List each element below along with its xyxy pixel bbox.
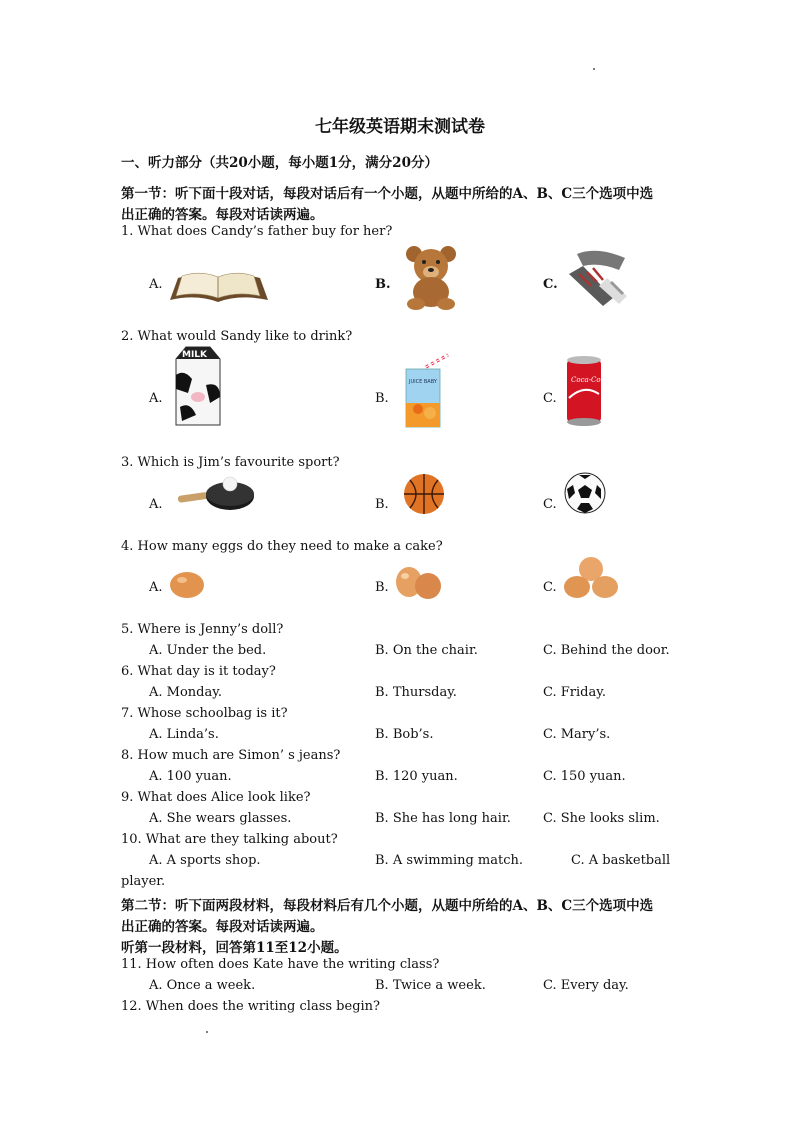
part1-instructions-line1: 第一节：听下面十段对话，每段对话后有一个小题，从题中所给的A、B、C三个选项中选 xyxy=(121,186,654,202)
q1-option-a-label: A. xyxy=(149,277,163,292)
q1-option-b-label: B. xyxy=(375,277,391,292)
question-4: 4. How many eggs do they need to make a cake? xyxy=(121,539,443,554)
q3-option-b-label: B. xyxy=(375,497,389,512)
part2-instructions-line2: 出正确的答案。每段对话读两遍。 xyxy=(121,919,324,935)
q5-option-b: B. On the chair. xyxy=(375,643,478,658)
q10-option-a: A. A sports shop. xyxy=(149,853,261,868)
book-icon xyxy=(168,266,270,304)
question-3: 3. Which is Jim’s favourite sport? xyxy=(121,455,340,470)
q4-option-a-label: A. xyxy=(149,580,163,595)
section-heading-listening: 一、听力部分（共20小题，每小题1分，满分20分） xyxy=(121,155,438,171)
question-5: 5. Where is Jenny’s doll? xyxy=(121,622,284,637)
q4-option-b-label: B. xyxy=(375,580,389,595)
q5-option-a: A. Under the bed. xyxy=(149,643,267,658)
three-eggs-icon xyxy=(563,555,619,599)
q2-option-c-label: C. xyxy=(543,391,557,406)
soccer-ball-icon xyxy=(563,471,607,515)
question-7: 7. Whose schoolbag is it? xyxy=(121,706,288,721)
q7-option-c: C. Mary’s. xyxy=(543,727,611,742)
scarf-icon xyxy=(563,248,631,310)
q4-option-c-label: C. xyxy=(543,580,557,595)
q11-option-a: A. Once a week. xyxy=(149,978,256,993)
q6-option-c: C. Friday. xyxy=(543,685,606,700)
q8-option-a: A. 100 yuan. xyxy=(149,769,232,784)
q6-option-b: B. Thursday. xyxy=(375,685,457,700)
q9-option-a: A. She wears glasses. xyxy=(149,811,292,826)
cola-can-icon xyxy=(565,354,608,428)
juice-box-icon xyxy=(402,353,464,429)
question-6: 6. What day is it today? xyxy=(121,664,276,679)
milk-carton-text: MILK xyxy=(182,350,208,360)
q2-option-b-label: B. xyxy=(375,391,389,406)
question-8: 8. How much are Simon’ s jeans? xyxy=(121,748,341,763)
question-9: 9. What does Alice look like? xyxy=(121,790,311,805)
q7-option-b: B. Bob’s. xyxy=(375,727,434,742)
footer-dot xyxy=(206,1031,208,1033)
teddy-bear-icon xyxy=(402,244,460,310)
basketball-icon xyxy=(402,472,446,516)
question-1: 1. What does Candy’s father buy for her? xyxy=(121,224,393,239)
ping-pong-paddle-icon xyxy=(176,474,256,512)
material-1-heading: 听第一段材料，回答第11至12小题。 xyxy=(121,940,348,956)
two-eggs-icon xyxy=(394,566,444,600)
q8-option-b: B. 120 yuan. xyxy=(375,769,458,784)
q10-option-c-continued: player. xyxy=(121,874,166,889)
q5-option-c: C. Behind the door. xyxy=(543,643,670,658)
q8-option-c: C. 150 yuan. xyxy=(543,769,626,784)
q9-option-b: B. She has long hair. xyxy=(375,811,511,826)
question-11: 11. How often does Kate have the writing class? xyxy=(121,957,440,972)
q1-option-c-label: C. xyxy=(543,277,558,292)
q10-option-c: C. A basketball xyxy=(571,853,671,868)
q6-option-a: A. Monday. xyxy=(149,685,222,700)
q10-option-b: B. A swimming match. xyxy=(375,853,524,868)
q11-option-b: B. Twice a week. xyxy=(375,978,486,993)
question-12: 12. When does the writing class begin? xyxy=(121,999,381,1014)
cola-can-text: Coca-Cola xyxy=(571,376,608,384)
q7-option-a: A. Linda’s. xyxy=(149,727,219,742)
juice-box-text: JUICE BABY xyxy=(409,379,437,385)
q3-option-c-label: C. xyxy=(543,497,557,512)
q11-option-c: C. Every day. xyxy=(543,978,629,993)
question-10: 10. What are they talking about? xyxy=(121,832,338,847)
part1-instructions-line2: 出正确的答案。每段对话读两遍。 xyxy=(121,207,324,223)
q3-option-a-label: A. xyxy=(149,497,163,512)
one-egg-icon xyxy=(168,570,206,600)
question-2: 2. What would Sandy like to drink? xyxy=(121,329,353,344)
page-title: 七年级英语期末测试卷 xyxy=(315,117,485,137)
q9-option-c: C. She looks slim. xyxy=(543,811,660,826)
milk-carton-icon xyxy=(170,345,226,427)
header-dot xyxy=(593,68,595,70)
part2-instructions-line1: 第二节：听下面两段材料，每段材料后有几个小题，从题中所给的A、B、C三个选项中选 xyxy=(121,898,654,914)
q2-option-a-label: A. xyxy=(149,391,163,406)
